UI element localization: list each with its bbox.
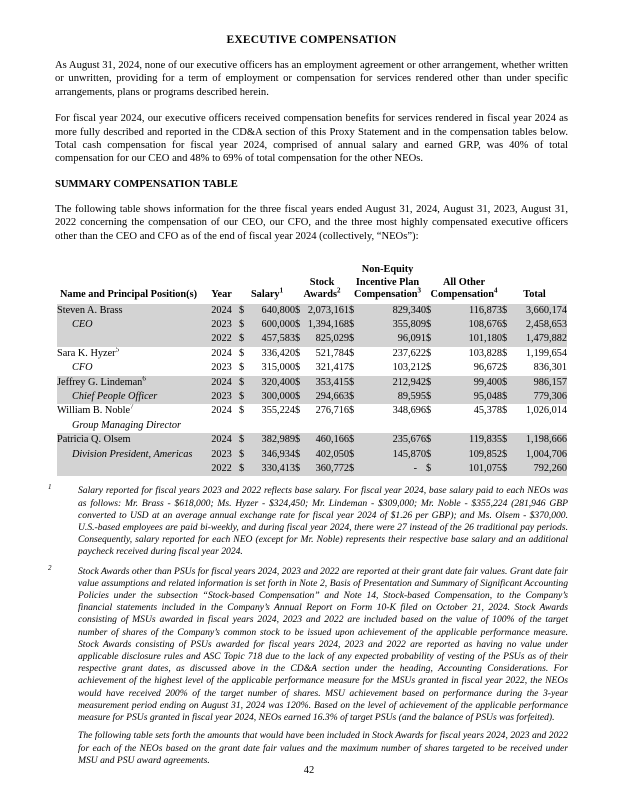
- cell-name: Jeffrey G. Lindeman$^6$: [57, 376, 204, 390]
- cell-name: Steven A. Brass: [57, 304, 204, 318]
- col-header-total: Total: [523, 289, 546, 301]
- cell-year: 2024: [204, 376, 239, 390]
- cell-year: 2023: [204, 318, 239, 332]
- footnote-1: [48, 485, 568, 558]
- cell-year: 2024: [211, 347, 232, 359]
- cell-currency-symbol: $: [502, 332, 514, 346]
- cell-name: [57, 332, 204, 346]
- cell-year: 2022: [204, 332, 239, 346]
- cell-amount: 103,828: [468, 347, 503, 359]
- cell-name: Patricia Q. Olsem: [57, 433, 204, 447]
- cell-amount: 348,696: [392, 405, 427, 417]
- cell-currency-symbol: $: [426, 347, 432, 359]
- cell-currency-symbol: $: [239, 347, 245, 359]
- cell-currency-symbol: $: [349, 448, 361, 462]
- cell-amount: 1,199,654: [525, 347, 568, 359]
- cell-amount: 320,400: [251, 376, 295, 390]
- cell-amount: 101,075: [438, 462, 502, 476]
- cell-currency-symbol: [502, 419, 514, 433]
- cell-currency-symbol: [426, 419, 438, 433]
- cell-amount: 89,595: [361, 390, 426, 404]
- cell-amount: 321,417: [315, 362, 350, 374]
- cell-currency-symbol: $: [295, 405, 301, 417]
- table-intro-paragraph: The following table shows information for the three fiscal years ended August 31, 2024, August 31, 2023, August 31, 2022 concerning the compensation of our CEO, our CFO, and the three most highly compensated executive officers other than the CEO and CFO as of the end of fiscal year 2024 (collectively, “NEOs”):: [55, 203, 568, 242]
- cell-amount: 99,400: [438, 376, 502, 390]
- cell-name: [57, 462, 204, 476]
- cell-amount: 276,716: [315, 405, 350, 417]
- cell-year: [204, 419, 239, 433]
- cell-name: Division President, Americas: [57, 448, 204, 462]
- cell-name: William B. Noble$^7$: [57, 404, 134, 417]
- col-header-stock-awards: Stock Awards$^2$: [303, 276, 341, 301]
- cell-amount: 355,224: [261, 405, 296, 417]
- cell-amount: -: [361, 462, 426, 476]
- table-row: [57, 404, 567, 418]
- cell-currency-symbol: $: [502, 318, 514, 332]
- cell-amount: 521,784: [315, 347, 350, 359]
- cell-currency-symbol: $: [295, 433, 307, 447]
- cell-currency-symbol: $: [295, 347, 301, 359]
- footnote-2: [48, 563, 568, 767]
- col-header-all-other-compensation: All Other Compensation$^4$: [430, 276, 498, 301]
- cell-currency-symbol: $: [349, 433, 361, 447]
- cell-amount: [307, 419, 349, 433]
- cell-amount: 145,870: [361, 448, 426, 462]
- cell-amount: 109,852: [438, 448, 502, 462]
- table-row: [57, 390, 567, 404]
- cell-amount: 101,180: [438, 332, 502, 346]
- cell-currency-symbol: $: [502, 448, 514, 462]
- cell-amount: 1,004,706: [514, 448, 567, 462]
- cell-amount: 1,479,882: [514, 332, 567, 346]
- cell-amount: 792,260: [514, 462, 567, 476]
- table-row: [57, 361, 567, 375]
- cell-amount: 3,660,174: [514, 304, 567, 318]
- cell-amount: [514, 419, 567, 433]
- cell-amount: 346,934: [251, 448, 295, 462]
- cell-currency-symbol: $: [426, 362, 432, 374]
- footnote-2-paragraph-1: Stock Awards other than PSUs for fiscal years 2024, 2023 and 2022 are reported at their grant date fair values. Grant date fair value assumptions and related information is set forth in Note 2, Basis of Presentation and Summary of Significant Accounting Policies under the subsection “Stock-based Compensation” and Note 14, Stock-based Compensation, to the Company’s financial statements included in the Company’s Annual Report on Form 10-K filed on October 21, 2024. Stock Awards consisting of MSUs awarded in fiscal years 2024, 2023 and 2022 are included based on the value of 100% of the target number of shares of the Company’s common stock to be issued upon achievement of the applicable performance measure. Stock Awards consisting of PSUs awarded for fiscal years 2024, 2023 and 2022 are reported as having no value under applicable disclosure rules and ASC Topic 718 due to the lack of any expected probability of vesting of the PSUs as of their respective grant dates, as discussed above in the CD&A section under the heading, Accounting Considerations. For achievement of the highest level of the applicable performance measure for the MSUs granted in fiscal year 2022, the NEOs would have received 200% of the target number of shares. MSU achievement based on performance during the 3-year measurement period ending on August 31, 2024 was 120%. Based on the level of achievement of the applicable performance measure for PSUs granted in fiscal year 2024, NEOs earned 16.3% of target PSUs (and the balance of PSUs was forfeited).: [78, 565, 568, 724]
- cell-amount: 96,672: [473, 362, 503, 374]
- cell-name: Group Managing Director: [72, 419, 182, 431]
- cell-currency-symbol: [349, 419, 361, 433]
- cell-amount: 315,000: [261, 362, 296, 374]
- cell-amount: 96,091: [361, 332, 426, 346]
- table-row: [57, 304, 567, 318]
- col-header-name: Name and Principal Position(s): [60, 289, 198, 301]
- cell-amount: 212,942: [361, 376, 426, 390]
- cell-currency-symbol: $: [295, 362, 301, 374]
- table-row: [57, 419, 567, 433]
- cell-currency-symbol: $: [426, 304, 438, 318]
- cell-currency-symbol: $: [239, 433, 251, 447]
- cell-currency-symbol: $: [349, 462, 361, 476]
- cell-amount: 402,050: [307, 448, 349, 462]
- col-header-non-equity-incentive: Non-Equity Incentive Plan Compensation$^3$: [354, 264, 422, 301]
- cell-name: Chief People Officer: [57, 390, 204, 404]
- footnote-1-marker: 1: [48, 483, 52, 492]
- page-title: EXECUTIVE COMPENSATION: [226, 34, 397, 46]
- cell-currency-symbol: $: [349, 347, 355, 359]
- cell-currency-symbol: $: [426, 462, 438, 476]
- cell-amount: 1,026,014: [525, 405, 568, 417]
- cell-amount: 836,301: [533, 362, 568, 374]
- cell-currency-symbol: $: [239, 332, 251, 346]
- cell-year: 2024: [204, 433, 239, 447]
- cell-amount: 103,212: [392, 362, 427, 374]
- cell-amount: 294,663: [307, 390, 349, 404]
- section-heading: SUMMARY COMPENSATION TABLE: [55, 178, 238, 190]
- cell-amount: 360,772: [307, 462, 349, 476]
- cell-year: 2024: [211, 405, 232, 417]
- cell-currency-symbol: $: [426, 448, 438, 462]
- footnotes: [48, 483, 568, 766]
- cell-year: 2022: [204, 462, 239, 476]
- cell-currency-symbol: $: [239, 362, 245, 374]
- cell-currency-symbol: $: [349, 376, 361, 390]
- cell-amount: 116,873: [438, 304, 502, 318]
- cell-currency-symbol: $: [502, 405, 508, 417]
- cell-amount: 825,029: [307, 332, 349, 346]
- cell-amount: [438, 419, 502, 433]
- cell-currency-symbol: $: [295, 304, 307, 318]
- cell-amount: 829,340: [361, 304, 426, 318]
- cell-amount: 1,198,666: [514, 433, 567, 447]
- table-row: [57, 433, 567, 447]
- cell-amount: 119,835: [438, 433, 502, 447]
- cell-currency-symbol: $: [295, 448, 307, 462]
- cell-name: CFO: [72, 362, 93, 374]
- cell-amount: 779,306: [514, 390, 567, 404]
- intro-paragraph-1: As August 31, 2024, none of our executive officers has an employment agreement or other arrangement, whether written or unwritten, providing for a term of employment or compensation for services rendered other than under specific arrangements, plans or programs described herein.: [55, 60, 568, 98]
- cell-currency-symbol: $: [349, 390, 361, 404]
- cell-currency-symbol: [295, 419, 307, 433]
- cell-amount: 235,676: [361, 433, 426, 447]
- comp-table-body: [57, 304, 567, 477]
- cell-currency-symbol: $: [349, 318, 361, 332]
- cell-year: 2023: [204, 448, 239, 462]
- cell-amount: [361, 419, 426, 433]
- cell-currency-symbol: $: [239, 390, 251, 404]
- cell-amount: 460,166: [307, 433, 349, 447]
- cell-name: Sara K. Hyzer$^5$: [57, 346, 120, 359]
- cell-currency-symbol: $: [349, 304, 361, 318]
- cell-amount: [251, 419, 295, 433]
- cell-currency-symbol: $: [502, 390, 514, 404]
- summary-compensation-table: [57, 264, 567, 476]
- cell-currency-symbol: $: [502, 462, 514, 476]
- cell-amount: 300,000: [251, 390, 295, 404]
- cell-currency-symbol: $: [295, 462, 307, 476]
- cell-currency-symbol: $: [426, 405, 432, 417]
- cell-currency-symbol: $: [502, 304, 514, 318]
- table-row: [57, 332, 567, 346]
- cell-currency-symbol: $: [502, 362, 508, 374]
- cell-currency-symbol: [239, 419, 251, 433]
- cell-amount: 1,394,168: [307, 318, 349, 332]
- intro-paragraph-2: For fiscal year 2024, our executive officers received compensation benefits for services rendered in fiscal year 2024 as more fully described and reported in the CD&A section of this Proxy Statement and in the compensation tables below. Total cash compensation for fiscal year 2024, comprised of annual salary and earned GRP, was 40% of total compensation for our CEO and 48% to 69% of total compensation for the other NEOs.: [55, 113, 568, 165]
- cell-amount: 640,800: [251, 304, 295, 318]
- cell-amount: 2,458,653: [514, 318, 567, 332]
- cell-currency-symbol: $: [239, 304, 251, 318]
- cell-amount: 457,583: [251, 332, 295, 346]
- cell-amount: 237,622: [392, 347, 427, 359]
- page-number: 42: [303, 765, 315, 776]
- cell-year: 2023: [204, 390, 239, 404]
- cell-currency-symbol: $: [239, 405, 245, 417]
- cell-amount: 600,000: [251, 318, 295, 332]
- cell-currency-symbol: $: [502, 433, 514, 447]
- cell-amount: 986,157: [514, 376, 567, 390]
- cell-year: 2024: [204, 304, 239, 318]
- cell-currency-symbol: $: [502, 347, 508, 359]
- cell-amount: 330,413: [251, 462, 295, 476]
- cell-currency-symbol: $: [239, 462, 251, 476]
- cell-amount: 382,989: [251, 433, 295, 447]
- col-header-salary: Salary$^1$: [250, 286, 284, 301]
- cell-amount: 2,073,161: [307, 304, 349, 318]
- footnote-2-paragraph-2: The following table sets forth the amounts that would have been included in Stock Awards for fiscal years 2024, 2023 and 2022 for each of the NEOs based on the grant date fair values and the maximum number of shares targeted to be received under MSU and PSU award agreements.: [78, 730, 568, 766]
- cell-currency-symbol: $: [426, 376, 438, 390]
- cell-currency-symbol: $: [349, 405, 355, 417]
- cell-currency-symbol: $: [426, 318, 438, 332]
- cell-amount: 353,415: [307, 376, 349, 390]
- cell-amount: 355,809: [361, 318, 426, 332]
- cell-currency-symbol: $: [426, 390, 438, 404]
- table-row: [57, 376, 567, 390]
- cell-amount: 45,378: [473, 405, 503, 417]
- cell-currency-symbol: $: [239, 448, 251, 462]
- cell-currency-symbol: $: [295, 318, 307, 332]
- cell-currency-symbol: $: [239, 318, 251, 332]
- table-row: [57, 347, 567, 361]
- table-header-row: [57, 264, 567, 304]
- cell-currency-symbol: $: [295, 390, 307, 404]
- cell-amount: 336,420: [261, 347, 296, 359]
- table-row: [57, 462, 567, 476]
- cell-amount: 108,676: [438, 318, 502, 332]
- cell-currency-symbol: $: [502, 376, 514, 390]
- footnote-2-marker: 2: [48, 563, 52, 572]
- cell-amount: 95,048: [438, 390, 502, 404]
- cell-currency-symbol: $: [349, 362, 355, 374]
- cell-currency-symbol: $: [295, 376, 307, 390]
- cell-currency-symbol: $: [295, 332, 307, 346]
- cell-currency-symbol: $: [349, 332, 361, 346]
- cell-name: CEO: [57, 318, 204, 332]
- footnote-1-text: Salary reported for fiscal years 2023 and 2022 reflects base salary. For fiscal year 2024, base salary paid to each NEOs was as follows: Mr. Brass - $618,000; Ms. Hyzer - $324,450; Mr. Lindeman - $309,000; Mr. Noble - $355,224 (281,946 GBP converted to USD at an average annual exchange rate for fiscal year 2024 of $1.26 per GBP); and Ms. Olsem - $370,000. U.S.-based employees are paid bi-weekly, and during fiscal year 2024, there were 27 instead of the 26 traditional pay periods. Consequently, salary reported for each NEO (except for Mr. Noble) represents their respective base salary and an additional paycheck received during fiscal year 2024.: [78, 485, 568, 558]
- cell-currency-symbol: $: [239, 376, 251, 390]
- cell-currency-symbol: $: [426, 332, 438, 346]
- cell-year: 2023: [211, 362, 232, 374]
- cell-currency-symbol: $: [426, 433, 438, 447]
- table-row: [57, 318, 567, 332]
- col-header-year: Year: [211, 289, 232, 301]
- table-row: [57, 448, 567, 462]
